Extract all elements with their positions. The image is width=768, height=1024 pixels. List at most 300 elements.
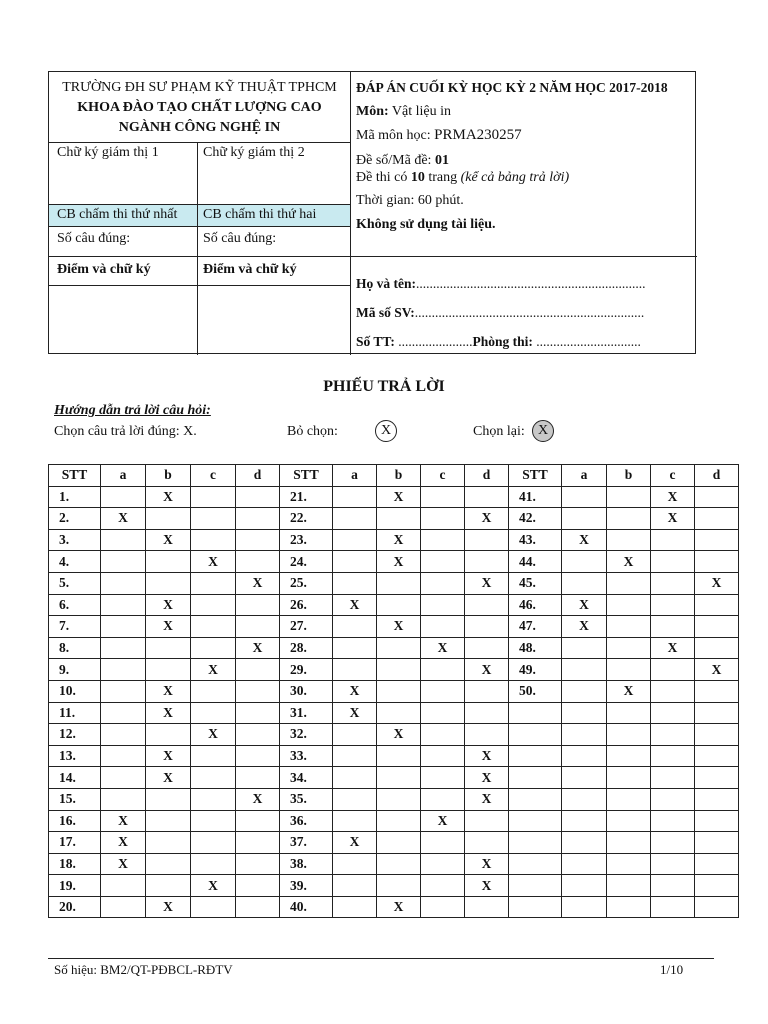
student-name-dots: .................................................................... <box>416 276 646 291</box>
answer-cell <box>562 508 607 530</box>
answer-row <box>49 508 739 530</box>
subject-value: Vật liệu in <box>391 104 452 119</box>
answer-cell <box>333 767 377 789</box>
answer-cell <box>421 594 465 616</box>
answer-cell <box>562 702 607 724</box>
exam-title: ĐÁP ÁN CUỐI KỲ HỌC KỲ 2 NĂM HỌC 2017-2018 <box>356 80 668 95</box>
answer-cell <box>191 594 236 616</box>
question-number: 40. <box>280 896 333 918</box>
question-number <box>509 875 562 897</box>
answer-cell <box>607 724 651 746</box>
column-header: a <box>562 465 607 487</box>
answer-row <box>49 853 739 875</box>
answer-cell <box>651 594 695 616</box>
answer-cell <box>607 616 651 638</box>
question-number: 14. <box>49 767 101 789</box>
answer-cell <box>651 896 695 918</box>
question-number: 43. <box>509 529 562 551</box>
score2-label: Điểm và chữ ký <box>203 262 297 277</box>
answer-cell <box>607 832 651 854</box>
question-number: 45. <box>509 572 562 594</box>
answer-cell <box>695 832 739 854</box>
answer-cell <box>421 680 465 702</box>
answer-cell <box>236 832 280 854</box>
answer-cell <box>421 875 465 897</box>
answer-cell: X <box>421 810 465 832</box>
exam-room-label: Phòng thi: <box>472 334 533 349</box>
answer-cell <box>236 680 280 702</box>
answer-cell <box>146 810 191 832</box>
answer-cell <box>101 637 146 659</box>
page-count-value: 10 <box>410 170 425 185</box>
column-header: d <box>695 465 739 487</box>
answer-cell <box>465 637 509 659</box>
exam-number-label: Đề số/Mã đề: <box>356 153 432 168</box>
answer-cell <box>421 767 465 789</box>
question-number: 33. <box>280 745 333 767</box>
answer-cell <box>421 832 465 854</box>
column-header: a <box>333 465 377 487</box>
question-number: 34. <box>280 767 333 789</box>
answer-cell <box>651 788 695 810</box>
question-number: 3. <box>49 529 101 551</box>
answer-cell <box>465 832 509 854</box>
answer-cell: X <box>146 616 191 638</box>
answer-cell <box>607 572 651 594</box>
question-number: 44. <box>509 551 562 573</box>
no-documents-note: Không sử dụng tài liệu. <box>356 217 496 232</box>
answer-row <box>49 594 739 616</box>
question-number: 15. <box>49 788 101 810</box>
answer-cell <box>562 659 607 681</box>
answer-cell <box>695 529 739 551</box>
answer-cell <box>651 551 695 573</box>
answer-row <box>49 767 739 789</box>
course-code-value: PRMA230257 <box>434 127 522 143</box>
question-number: 6. <box>49 594 101 616</box>
answer-cell <box>377 832 421 854</box>
answer-cell <box>333 745 377 767</box>
question-number: 27. <box>280 616 333 638</box>
proctor2-signature-label: Chữ ký giám thị 2 <box>203 145 305 160</box>
answer-cell <box>333 853 377 875</box>
subject-line <box>356 104 451 120</box>
guide-deselect: Bỏ chọn: <box>287 424 338 439</box>
answer-cell <box>421 551 465 573</box>
answer-cell <box>651 745 695 767</box>
answer-cell <box>101 724 146 746</box>
answer-cell: X <box>146 767 191 789</box>
answer-cell <box>421 659 465 681</box>
column-header: c <box>421 465 465 487</box>
answer-cell <box>607 875 651 897</box>
answer-row <box>49 551 739 573</box>
question-number: 11. <box>49 702 101 724</box>
answer-cell: X <box>101 810 146 832</box>
answer-cell <box>101 745 146 767</box>
answer-cell <box>333 788 377 810</box>
answer-cell <box>236 875 280 897</box>
answer-cell <box>101 767 146 789</box>
reselect-filled-mark: X <box>532 420 554 442</box>
answer-cell <box>101 659 146 681</box>
answer-cell: X <box>377 529 421 551</box>
answer-cell: X <box>236 637 280 659</box>
answer-row <box>49 832 739 854</box>
answer-cell <box>101 572 146 594</box>
answer-cell <box>695 810 739 832</box>
answer-cell: X <box>651 508 695 530</box>
answer-cell <box>651 659 695 681</box>
answer-cell <box>421 508 465 530</box>
question-number: 21. <box>280 486 333 508</box>
course-code-line <box>356 127 522 144</box>
question-number: 5. <box>49 572 101 594</box>
answer-cell: X <box>146 896 191 918</box>
question-number: 50. <box>509 680 562 702</box>
question-number: 25. <box>280 572 333 594</box>
question-number <box>509 896 562 918</box>
answer-cell <box>333 572 377 594</box>
answer-cell <box>651 529 695 551</box>
school-name: TRƯỜNG ĐH SƯ PHẠM KỸ THUẬT TPHCM <box>62 80 337 95</box>
answer-cell <box>101 702 146 724</box>
answer-cell <box>607 637 651 659</box>
question-number: 13. <box>49 745 101 767</box>
answer-cell <box>607 767 651 789</box>
answer-cell: X <box>101 508 146 530</box>
answer-cell: X <box>333 680 377 702</box>
answer-cell: X <box>333 832 377 854</box>
answer-cell: X <box>651 486 695 508</box>
answer-cell <box>236 810 280 832</box>
answer-row <box>49 616 739 638</box>
question-number <box>509 810 562 832</box>
answer-row <box>49 529 739 551</box>
answer-cell <box>101 680 146 702</box>
answer-cell: X <box>562 529 607 551</box>
question-number: 38. <box>280 853 333 875</box>
answer-row <box>49 659 739 681</box>
answer-cell <box>562 551 607 573</box>
column-header: STT <box>509 465 562 487</box>
answer-cell: X <box>191 551 236 573</box>
exam-number-value: 01 <box>434 153 449 168</box>
answer-cell <box>146 832 191 854</box>
answer-cell <box>465 616 509 638</box>
question-number: 41. <box>509 486 562 508</box>
answer-row <box>49 896 739 918</box>
student-id-label: Mã số SV: <box>356 305 415 320</box>
grader1-label: CB chấm thi thứ nhất <box>57 207 178 222</box>
answer-cell: X <box>236 572 280 594</box>
answer-cell: X <box>146 680 191 702</box>
document-code: Số hiệu: BM2/QT-PĐBCL-RĐTV <box>54 962 233 977</box>
answer-cell <box>695 551 739 573</box>
answer-cell <box>421 896 465 918</box>
answer-cell <box>695 508 739 530</box>
answer-cell <box>146 853 191 875</box>
column-header: b <box>146 465 191 487</box>
answer-cell: X <box>465 853 509 875</box>
answer-cell <box>191 767 236 789</box>
answer-cell: X <box>333 594 377 616</box>
question-number: 1. <box>49 486 101 508</box>
answer-cell <box>562 767 607 789</box>
answer-cell <box>191 486 236 508</box>
answer-cell <box>191 896 236 918</box>
answer-cell <box>101 529 146 551</box>
answer-cell: X <box>465 788 509 810</box>
answer-cell <box>651 832 695 854</box>
question-number: 48. <box>509 637 562 659</box>
answer-cell <box>651 680 695 702</box>
answer-cell: X <box>146 702 191 724</box>
answer-cell <box>236 529 280 551</box>
answer-row <box>49 702 739 724</box>
exam-duration: Thời gian: 60 phút. <box>356 193 464 208</box>
answer-cell <box>562 875 607 897</box>
answer-cell <box>562 637 607 659</box>
grader2-label: CB chấm thi thứ hai <box>203 207 317 222</box>
answer-cell <box>333 616 377 638</box>
question-number: 19. <box>49 875 101 897</box>
answer-cell <box>465 702 509 724</box>
answer-cell <box>695 853 739 875</box>
question-number <box>509 767 562 789</box>
question-number <box>509 832 562 854</box>
answer-cell: X <box>146 745 191 767</box>
answer-cell <box>333 551 377 573</box>
answer-cell: X <box>377 896 421 918</box>
answer-cell: X <box>377 551 421 573</box>
answer-cell <box>191 637 236 659</box>
page-number: 1/10 <box>660 962 684 977</box>
answer-cell <box>377 508 421 530</box>
answer-cell <box>607 659 651 681</box>
answer-cell <box>695 486 739 508</box>
page-count-note: (kể cả bảng trả lời) <box>460 170 570 185</box>
answer-cell <box>607 810 651 832</box>
answer-cell <box>651 572 695 594</box>
exam-room-dots: ............................... <box>536 334 641 349</box>
page-count-line <box>356 170 569 186</box>
guide-reselect: Chọn lại: <box>473 424 525 439</box>
answer-cell <box>695 896 739 918</box>
question-number: 20. <box>49 896 101 918</box>
answer-cell <box>607 896 651 918</box>
answer-cell <box>465 724 509 746</box>
answer-cell <box>421 702 465 724</box>
answer-cell: X <box>562 594 607 616</box>
answer-cell <box>465 810 509 832</box>
question-number: 7. <box>49 616 101 638</box>
answer-cell <box>695 680 739 702</box>
answer-cell <box>101 486 146 508</box>
answer-cell: X <box>465 745 509 767</box>
answer-cell: X <box>421 637 465 659</box>
page-count-prefix: Đề thi có <box>356 170 408 185</box>
answer-cell <box>236 745 280 767</box>
answer-cell <box>191 616 236 638</box>
answer-cell <box>562 810 607 832</box>
answer-cell <box>191 508 236 530</box>
answer-cell <box>333 810 377 832</box>
student-name-label: Họ và tên: <box>356 276 416 291</box>
answer-cell <box>465 486 509 508</box>
column-header: STT <box>49 465 101 487</box>
exam-number-line <box>356 153 449 169</box>
answer-row <box>49 572 739 594</box>
answer-cell <box>146 659 191 681</box>
question-number: 35. <box>280 788 333 810</box>
answer-cell <box>191 572 236 594</box>
answer-row <box>49 810 739 832</box>
answer-cell <box>236 659 280 681</box>
answer-cell <box>651 724 695 746</box>
answer-cell <box>465 896 509 918</box>
answer-cell <box>421 853 465 875</box>
answer-cell <box>651 616 695 638</box>
answer-cell <box>695 637 739 659</box>
answer-cell: X <box>651 637 695 659</box>
question-number: 4. <box>49 551 101 573</box>
question-number: 12. <box>49 724 101 746</box>
answer-cell <box>377 810 421 832</box>
column-header: d <box>236 465 280 487</box>
answer-cell: X <box>101 853 146 875</box>
answer-cell <box>377 637 421 659</box>
answer-cell <box>607 486 651 508</box>
question-number: 28. <box>280 637 333 659</box>
answer-cell <box>465 680 509 702</box>
question-number: 2. <box>49 508 101 530</box>
answer-row <box>49 486 739 508</box>
answer-cell <box>695 745 739 767</box>
answer-cell <box>607 788 651 810</box>
page-count-suffix: trang <box>428 170 458 185</box>
column-header: STT <box>280 465 333 487</box>
answer-cell <box>333 659 377 681</box>
question-number: 22. <box>280 508 333 530</box>
question-number: 37. <box>280 832 333 854</box>
question-number: 16. <box>49 810 101 832</box>
answer-cell <box>191 702 236 724</box>
answer-cell <box>377 875 421 897</box>
answer-cell <box>236 486 280 508</box>
answer-cell <box>651 810 695 832</box>
answer-cell <box>377 853 421 875</box>
answer-cell <box>562 572 607 594</box>
answer-cell <box>333 896 377 918</box>
student-id-dots: .................................................................... <box>414 305 645 320</box>
answer-cell <box>146 551 191 573</box>
question-number: 42. <box>509 508 562 530</box>
answer-cell <box>377 594 421 616</box>
answer-cell <box>421 616 465 638</box>
answer-cell <box>695 616 739 638</box>
answer-cell: X <box>236 788 280 810</box>
answer-cell <box>191 788 236 810</box>
answer-cell: X <box>607 551 651 573</box>
answer-cell <box>333 724 377 746</box>
answer-cell: X <box>146 486 191 508</box>
seat-room-line <box>356 334 641 350</box>
answer-cell <box>377 702 421 724</box>
exam-header <box>48 71 696 354</box>
column-header: b <box>607 465 651 487</box>
answer-row <box>49 875 739 897</box>
answer-row <box>49 745 739 767</box>
question-number: 29. <box>280 659 333 681</box>
correct-count1-label: Số câu đúng: <box>57 231 131 246</box>
answer-cell <box>562 486 607 508</box>
question-number <box>509 745 562 767</box>
answer-cell <box>607 745 651 767</box>
answer-cell <box>101 788 146 810</box>
answer-cell <box>607 508 651 530</box>
question-number: 10. <box>49 680 101 702</box>
answer-cell <box>236 702 280 724</box>
answer-cell: X <box>377 486 421 508</box>
answer-cell <box>562 832 607 854</box>
answer-cell: X <box>191 875 236 897</box>
question-number <box>509 853 562 875</box>
answer-table-header-row <box>49 465 739 487</box>
answer-cell: X <box>465 875 509 897</box>
answer-cell <box>695 875 739 897</box>
answer-cell <box>191 832 236 854</box>
answer-cell <box>421 529 465 551</box>
answer-cell <box>465 594 509 616</box>
question-number: 23. <box>280 529 333 551</box>
answer-cell <box>562 896 607 918</box>
answer-cell <box>377 659 421 681</box>
answer-cell <box>377 680 421 702</box>
answer-cell <box>236 616 280 638</box>
answer-row <box>49 724 739 746</box>
answer-cell <box>377 745 421 767</box>
answer-cell <box>146 875 191 897</box>
guide-title: Hướng dẫn trả lời câu hỏi: <box>54 403 211 418</box>
answer-cell <box>333 508 377 530</box>
answer-cell: X <box>607 680 651 702</box>
answer-cell <box>651 767 695 789</box>
question-number: 49. <box>509 659 562 681</box>
answer-cell <box>421 724 465 746</box>
answer-cell <box>562 788 607 810</box>
guide-choose: Chọn câu trả lời đúng: X. <box>54 424 197 439</box>
answer-cell: X <box>191 659 236 681</box>
answer-cell: X <box>146 529 191 551</box>
question-number: 31. <box>280 702 333 724</box>
column-header: c <box>191 465 236 487</box>
answer-cell <box>333 637 377 659</box>
subject-label: Môn: <box>356 104 389 119</box>
answer-sheet-title: PHIẾU TRẢ LỜI <box>323 378 445 395</box>
answer-cell: X <box>465 572 509 594</box>
faculty-name: KHOA ĐÀO TẠO CHẤT LƯỢNG CAO <box>77 100 322 115</box>
question-number: 30. <box>280 680 333 702</box>
question-number <box>509 702 562 724</box>
answer-cell <box>236 594 280 616</box>
answer-cell <box>651 702 695 724</box>
question-number: 46. <box>509 594 562 616</box>
answer-cell <box>191 745 236 767</box>
major-name: NGÀNH CÔNG NGHỆ IN <box>118 120 281 135</box>
answer-cell <box>562 724 607 746</box>
deselect-circle-mark: X <box>375 420 397 442</box>
